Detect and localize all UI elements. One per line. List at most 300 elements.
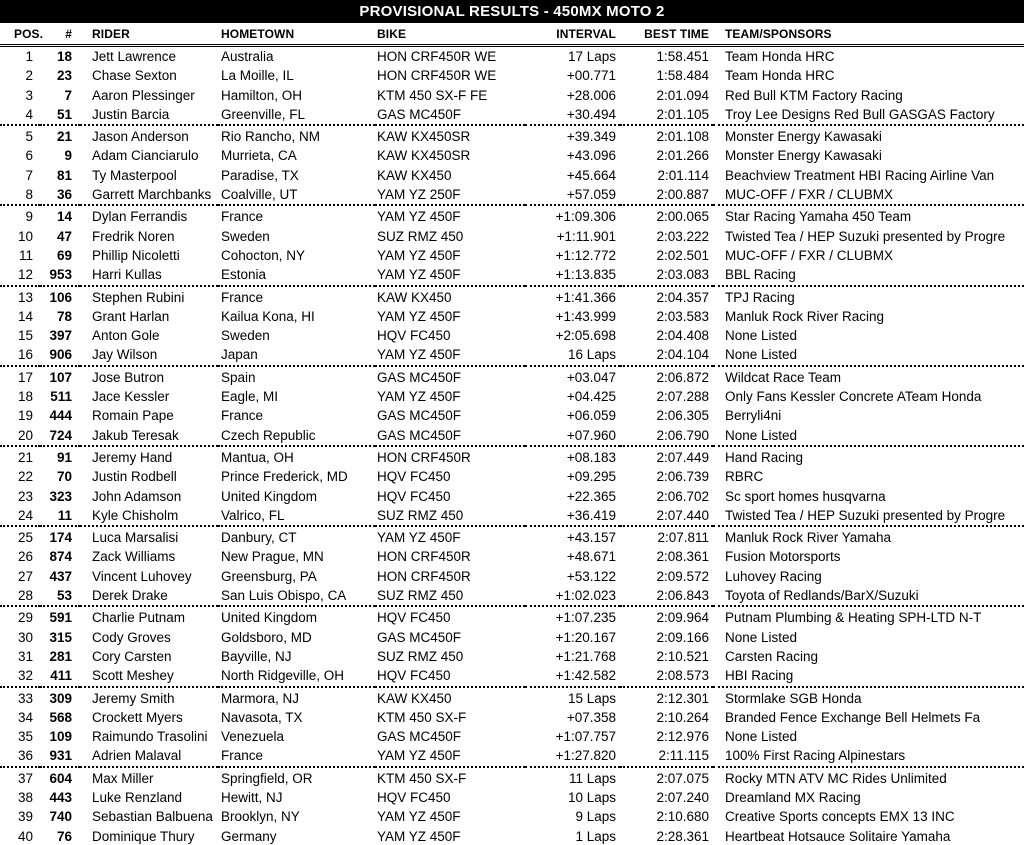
cell-number: 281 (49, 648, 72, 664)
cell-interval: +03.047 (566, 369, 616, 385)
cell-interval: 17 Laps (525, 46, 620, 67)
cell-rider: Kyle Chisholm (80, 506, 218, 526)
cell-team: Luhovey Racing (725, 568, 822, 584)
table-row[interactable] (0, 467, 1024, 486)
table-row[interactable] (0, 146, 1024, 165)
table-row[interactable] (0, 387, 1024, 406)
table-row[interactable] (0, 687, 1024, 708)
cell-rider: Derek Drake (80, 586, 218, 606)
cell-number: 78 (56, 308, 72, 324)
cell-rider: Sebastian Balbuena (92, 809, 213, 825)
cell-team: BBL Racing (713, 265, 1024, 285)
cell-best-time: 2:07.288 (656, 389, 709, 405)
cell-number: 323 (49, 488, 72, 504)
cell-team: Twisted Tea / HEP Suzuki presented by Progre (713, 506, 1024, 526)
cell-bike: HON CRF450R WE (377, 68, 497, 84)
cell-bike: KAW KX450SR (377, 129, 471, 145)
cell-team: Wildcat Race Team (725, 369, 842, 385)
cell-bike: HQV FC450 (377, 789, 451, 805)
cell-position: 10 (17, 228, 33, 244)
cell-bike: YAM YZ 450F (377, 809, 461, 825)
cell-hometown: Venezuela (221, 729, 285, 745)
cell-position: 6 (25, 148, 33, 164)
cell-team: Monster Energy Kawasaki (725, 148, 882, 164)
cell-hometown: Mantua, OH (221, 449, 294, 465)
table-row[interactable] (0, 227, 1024, 246)
cell-team: Hand Racing (725, 449, 804, 465)
table-row[interactable] (0, 807, 1024, 826)
cell-hometown: Cohocton, NY (221, 247, 306, 263)
cell-interval: +1:27.820 (525, 746, 620, 766)
cell-interval: +36.419 (525, 506, 620, 526)
cell-rider: Aaron Plessinger (92, 87, 195, 103)
cell-best-time: 2:07.240 (656, 789, 709, 805)
cell-number: 443 (49, 789, 72, 805)
cell-interval: +09.295 (566, 469, 616, 485)
cell-bike: GAS MC450F (375, 105, 525, 125)
cell-number: 906 (40, 345, 80, 365)
cell-interval: +57.059 (525, 185, 620, 205)
cell-rider: Jett Lawrence (80, 46, 218, 67)
page-title: PROVISIONAL RESULTS - 450MX MOTO 2 (359, 3, 665, 20)
cell-best-time: 2:09.166 (656, 629, 709, 645)
table-row[interactable] (0, 406, 1024, 425)
cell-number: 107 (49, 369, 72, 385)
cell-bike: KAW KX450SR (377, 148, 471, 164)
cell-team: Troy Lee Designs Red Bull GASGAS Factory (713, 105, 1024, 125)
table-row[interactable] (0, 628, 1024, 647)
cell-rider: Justin Rodbell (92, 469, 177, 485)
cell-bike: GAS MC450F (377, 369, 462, 385)
cell-position: 19 (17, 408, 33, 424)
cell-position: 37 (17, 770, 33, 786)
results-table-header (0, 23, 1024, 46)
cell-interval: +1:21.768 (555, 648, 616, 664)
table-row[interactable] (0, 166, 1024, 185)
cell-number: 604 (49, 770, 72, 786)
cell-team: Branded Fence Exchange Bell Helmets Fa (725, 709, 981, 725)
table-row[interactable] (0, 105, 1024, 125)
cell-rider: Max Miller (92, 770, 154, 786)
table-row[interactable] (0, 286, 1024, 307)
cell-number: 36 (40, 185, 80, 205)
cell-bike: HON CRF450R (377, 568, 471, 584)
cell-position: 18 (17, 389, 33, 405)
cell-best-time: 2:00.887 (620, 185, 713, 205)
cell-interval: +00.771 (566, 68, 616, 84)
table-row[interactable] (0, 246, 1024, 265)
cell-position: 34 (17, 709, 33, 725)
cell-position: 20 (0, 426, 40, 446)
cell-rider: Charlie Putnam (92, 610, 186, 626)
cell-position: 5 (25, 129, 33, 145)
table-row[interactable] (0, 708, 1024, 727)
cell-hometown: Czech Republic (218, 426, 375, 446)
table-row[interactable] (0, 487, 1024, 506)
cell-best-time: 2:10.680 (656, 809, 709, 825)
cell-hometown: Goldsboro, MD (221, 629, 312, 645)
cell-rider: Dylan Ferrandis (92, 209, 188, 225)
cell-interval: +1:13.835 (525, 265, 620, 285)
cell-position: 11 (18, 247, 33, 263)
table-row[interactable] (0, 647, 1024, 666)
cell-best-time: 1:58.484 (656, 68, 709, 84)
table-row[interactable] (0, 366, 1024, 387)
column-header-rider: RIDER (92, 27, 130, 41)
cell-team: None Listed (725, 629, 798, 645)
cell-best-time: 2:01.094 (656, 87, 709, 103)
cell-best-time: 2:06.739 (656, 469, 709, 485)
cell-team: Sc sport homes husqvarna (725, 488, 886, 504)
cell-position: 35 (17, 729, 33, 745)
results-title-bar (0, 0, 1024, 23)
cell-team: Heartbeat Hotsauce Solitaire Yamaha (713, 827, 1024, 845)
cell-position: 17 (17, 369, 33, 385)
cell-bike: YAM YZ 450F (377, 209, 461, 225)
cell-best-time: 2:01.266 (656, 148, 709, 164)
cell-bike: HON CRF450R WE (375, 46, 525, 67)
cell-team: Monster Energy Kawasaki (725, 129, 882, 145)
cell-team: Beachview Treatment HBI Racing Airline Van (725, 167, 995, 183)
cell-position: 25 (17, 530, 33, 546)
cell-hometown: Greensburg, PA (221, 568, 317, 584)
cell-hometown: La Moille, IL (221, 68, 294, 84)
cell-bike: GAS MC450F (375, 426, 525, 446)
cell-best-time: 2:12.976 (656, 729, 709, 745)
cell-bike: GAS MC450F (377, 629, 462, 645)
cell-best-time: 1:58.451 (620, 46, 713, 67)
table-row[interactable] (0, 185, 1024, 205)
cell-best-time: 2:07.075 (656, 770, 709, 786)
cell-bike: YAM YZ 450F (377, 389, 461, 405)
cell-interval: +1:09.306 (555, 209, 616, 225)
cell-best-time: 2:10.521 (656, 648, 709, 664)
cell-best-time: 2:03.222 (656, 228, 709, 244)
results-table-body (0, 46, 1024, 845)
table-row[interactable] (0, 66, 1024, 85)
cell-bike: SUZ RMZ 450 (377, 228, 464, 244)
table-row[interactable] (0, 307, 1024, 326)
cell-bike: HON CRF450R (377, 549, 471, 565)
cell-interval: +22.365 (566, 488, 616, 504)
cell-position: 40 (0, 827, 40, 845)
cell-best-time: 2:03.583 (656, 308, 709, 324)
cell-position: 4 (0, 105, 40, 125)
cell-interval: +1:02.023 (525, 586, 620, 606)
cell-team: None Listed (713, 345, 1024, 365)
cell-hometown: North Ridgeville, OH (218, 666, 375, 686)
cell-number: 411 (40, 666, 80, 686)
cell-bike: YAM YZ 450F (375, 827, 525, 845)
cell-number: 21 (56, 129, 72, 145)
column-header-team: TEAM/SPONSORS (725, 27, 832, 41)
cell-interval: +39.349 (566, 129, 616, 145)
cell-number: 568 (49, 709, 72, 725)
cell-rider: Jeremy Hand (92, 449, 173, 465)
cell-bike: GAS MC450F (377, 408, 462, 424)
table-row[interactable] (0, 506, 1024, 526)
cell-bike: SUZ RMZ 450 (375, 586, 525, 606)
cell-team: Berryli4ni (725, 408, 782, 424)
cell-number: 76 (40, 827, 80, 845)
cell-position: 32 (0, 666, 40, 686)
cell-bike: KAW KX450 (377, 690, 452, 706)
cell-hometown: France (221, 289, 264, 305)
cell-interval: +06.059 (566, 408, 616, 424)
cell-rider: Jace Kessler (92, 389, 170, 405)
cell-position: 14 (17, 308, 33, 324)
table-row[interactable] (0, 345, 1024, 365)
cell-rider: John Adamson (92, 488, 182, 504)
cell-rider: Fredrik Noren (92, 228, 175, 244)
column-header-hometown: HOMETOWN (221, 27, 295, 41)
cell-team: Stormlake SGB Honda (725, 690, 862, 706)
cell-hometown: Murrieta, CA (221, 148, 297, 164)
cell-best-time: 2:28.361 (620, 827, 713, 845)
cell-bike: YAM YZ 450F (375, 345, 525, 365)
cell-best-time: 2:06.843 (620, 586, 713, 606)
cell-rider: Jakub Teresak (80, 426, 218, 446)
cell-best-time: 2:07.811 (657, 530, 709, 546)
cell-interval: 10 Laps (567, 789, 616, 805)
cell-best-time: 2:06.790 (620, 426, 713, 446)
cell-position: 13 (17, 289, 33, 305)
cell-rider: Garrett Marchbanks (80, 185, 218, 205)
cell-interval: 11 Laps (568, 770, 616, 786)
cell-team: Team Honda HRC (713, 46, 1024, 67)
cell-number: 53 (40, 586, 80, 606)
cell-number: 874 (49, 549, 72, 565)
cell-hometown: Estonia (218, 265, 375, 285)
cell-position: 26 (17, 549, 33, 565)
cell-number: 174 (49, 530, 72, 546)
table-row[interactable] (0, 567, 1024, 586)
cell-number: 9 (64, 148, 72, 164)
cell-position: 15 (17, 328, 33, 344)
cell-number: 740 (49, 809, 72, 825)
cell-rider: Justin Barcia (80, 105, 218, 125)
table-row[interactable] (0, 606, 1024, 627)
cell-interval: +2:05.698 (555, 328, 616, 344)
cell-bike: KTM 450 SX-F FE (377, 87, 488, 103)
table-row[interactable] (0, 827, 1024, 845)
cell-rider: Raimundo Trasolini (92, 729, 208, 745)
cell-rider: Romain Pape (92, 408, 174, 424)
cell-hometown: United Kingdom (221, 488, 318, 504)
cell-hometown: Sweden (221, 228, 270, 244)
cell-best-time: 2:07.440 (620, 506, 713, 526)
cell-rider: Adrien Malaval (80, 746, 218, 766)
cell-rider: Chase Sexton (92, 68, 177, 84)
cell-number: 106 (49, 289, 72, 305)
cell-team: Star Racing Yamaha 450 Team (725, 209, 912, 225)
cell-interval: +07.960 (525, 426, 620, 446)
cell-number: 81 (56, 167, 72, 183)
table-row[interactable] (0, 526, 1024, 547)
cell-hometown: Sweden (221, 328, 270, 344)
cell-number: 51 (40, 105, 80, 125)
cell-best-time: 2:02.501 (656, 247, 709, 263)
cell-number: 7 (64, 87, 72, 103)
cell-number: 931 (40, 746, 80, 766)
cell-hometown: Navasota, TX (221, 709, 303, 725)
cell-position: 24 (0, 506, 40, 526)
cell-best-time: 2:06.872 (656, 369, 709, 385)
table-row[interactable] (0, 727, 1024, 746)
table-row[interactable] (0, 446, 1024, 467)
cell-best-time: 2:09.964 (656, 610, 709, 626)
cell-number: 18 (40, 46, 80, 67)
cell-team: Fusion Motorsports (725, 549, 841, 565)
cell-position: 2 (25, 68, 33, 84)
cell-position: 30 (17, 629, 33, 645)
cell-interval: +48.671 (566, 549, 616, 565)
cell-interval: +28.006 (566, 87, 616, 103)
results-table (0, 23, 1024, 845)
cell-interval: +08.183 (566, 449, 616, 465)
cell-hometown: Paradise, TX (221, 167, 299, 183)
cell-rider: Stephen Rubini (92, 289, 185, 305)
cell-hometown: Marmora, NJ (221, 690, 300, 706)
table-header-row (0, 23, 1024, 46)
cell-interval: +30.494 (525, 105, 620, 125)
table-row[interactable] (0, 547, 1024, 566)
cell-bike: KAW KX450 (377, 289, 452, 305)
table-row[interactable] (0, 125, 1024, 146)
cell-rider: Cody Groves (92, 629, 171, 645)
cell-rider: Zack Williams (92, 549, 176, 565)
cell-rider: Crockett Myers (92, 709, 183, 725)
table-row[interactable] (0, 788, 1024, 807)
cell-rider: Anton Gole (92, 328, 160, 344)
cell-best-time: 2:01.105 (620, 105, 713, 125)
cell-rider: Adam Cianciarulo (92, 148, 199, 164)
cell-position: 7 (25, 167, 33, 183)
cell-bike: HQV FC450 (375, 666, 525, 686)
cell-position: 12 (0, 265, 40, 285)
cell-bike: KTM 450 SX-F (377, 709, 467, 725)
cell-number: 109 (49, 729, 72, 745)
column-header-pos: POS. (14, 27, 44, 41)
cell-number: 309 (49, 690, 72, 706)
cell-best-time: 2:04.104 (620, 345, 713, 365)
table-row[interactable] (0, 326, 1024, 345)
cell-hometown: United Kingdom (221, 610, 318, 626)
cell-interval: +45.664 (566, 167, 616, 183)
cell-bike: SUZ RMZ 450 (377, 648, 464, 664)
cell-interval: +1:41.366 (555, 289, 616, 305)
cell-hometown: Kailua Kona, HI (221, 308, 315, 324)
table-row[interactable] (0, 666, 1024, 686)
cell-team: Manluk Rock River Racing (725, 308, 885, 324)
cell-rider: Grant Harlan (92, 308, 170, 324)
cell-number: 70 (56, 469, 72, 485)
cell-team: Red Bull KTM Factory Racing (725, 87, 903, 103)
cell-hometown: Brooklyn, NY (221, 809, 300, 825)
cell-rider: Harri Kullas (80, 265, 218, 285)
table-row[interactable] (0, 426, 1024, 446)
cell-best-time: 2:03.083 (620, 265, 713, 285)
cell-best-time: 2:12.301 (656, 690, 709, 706)
cell-bike: GAS MC450F (377, 729, 462, 745)
cell-interval: 9 Laps (575, 809, 616, 825)
cell-best-time: 2:04.357 (656, 289, 709, 305)
cell-team: Toyota of Redlands/BarX/Suzuki (713, 586, 1024, 606)
cell-team: Team Honda HRC (725, 68, 835, 84)
table-row[interactable] (0, 746, 1024, 766)
cell-bike: YAM YZ 450F (377, 530, 461, 546)
table-row[interactable] (0, 205, 1024, 226)
cell-position: 36 (0, 746, 40, 766)
cell-interval: +1:43.999 (555, 308, 616, 324)
cell-rider: Luke Renzland (92, 789, 183, 805)
cell-number: 23 (56, 68, 72, 84)
cell-bike: HQV FC450 (377, 328, 451, 344)
table-row[interactable] (0, 265, 1024, 285)
cell-number: 953 (40, 265, 80, 285)
cell-hometown: Coalville, UT (218, 185, 375, 205)
cell-hometown: Australia (218, 46, 375, 67)
cell-number: 91 (56, 449, 72, 465)
cell-number: 724 (40, 426, 80, 446)
cell-team: 100% First Racing Alpinestars (713, 746, 1024, 766)
cell-bike: YAM YZ 450F (377, 308, 461, 324)
cell-best-time: 2:01.114 (657, 167, 709, 183)
table-row[interactable] (0, 586, 1024, 606)
cell-interval: 15 Laps (567, 690, 616, 706)
cell-interval: +07.358 (566, 709, 616, 725)
table-row[interactable] (0, 46, 1024, 67)
cell-best-time: 2:07.449 (656, 449, 709, 465)
cell-best-time: 2:00.065 (656, 209, 709, 225)
cell-rider: Jay Wilson (80, 345, 218, 365)
cell-interval: 16 Laps (525, 345, 620, 365)
cell-position: 28 (0, 586, 40, 606)
cell-hometown: Rio Rancho, NM (221, 129, 321, 145)
cell-number: 397 (49, 328, 72, 344)
cell-interval: 1 Laps (525, 827, 620, 845)
column-header-interval: INTERVAL (556, 27, 616, 41)
cell-hometown: San Luis Obispo, CA (218, 586, 375, 606)
table-row[interactable] (0, 86, 1024, 105)
cell-bike: KAW KX450 (377, 167, 452, 183)
cell-best-time: 2:06.702 (656, 488, 709, 504)
cell-hometown: Springfield, OR (221, 770, 313, 786)
cell-best-time: 2:01.108 (656, 129, 709, 145)
cell-hometown: Prince Frederick, MD (221, 469, 348, 485)
cell-position: 21 (17, 449, 33, 465)
cell-hometown: Hewitt, NJ (221, 789, 283, 805)
table-row[interactable] (0, 767, 1024, 788)
cell-number: 511 (50, 389, 72, 405)
cell-hometown: France (218, 746, 375, 766)
cell-position: 31 (17, 648, 33, 664)
cell-rider: Scott Meshey (80, 666, 218, 686)
cell-bike: YAM YZ 450F (377, 247, 461, 263)
cell-hometown: New Prague, MN (221, 549, 324, 565)
cell-interval: +43.157 (566, 530, 616, 546)
cell-position: 27 (17, 568, 33, 584)
cell-interval: +1:12.772 (555, 247, 616, 263)
cell-position: 3 (25, 87, 33, 103)
cell-number: 444 (49, 408, 72, 424)
cell-rider: Jose Butron (92, 369, 165, 385)
cell-hometown: France (221, 408, 264, 424)
column-header-number: # (65, 27, 72, 41)
cell-interval: +1:07.757 (555, 729, 616, 745)
cell-interval: +1:42.582 (525, 666, 620, 686)
cell-rider: Cory Carsten (92, 648, 172, 664)
